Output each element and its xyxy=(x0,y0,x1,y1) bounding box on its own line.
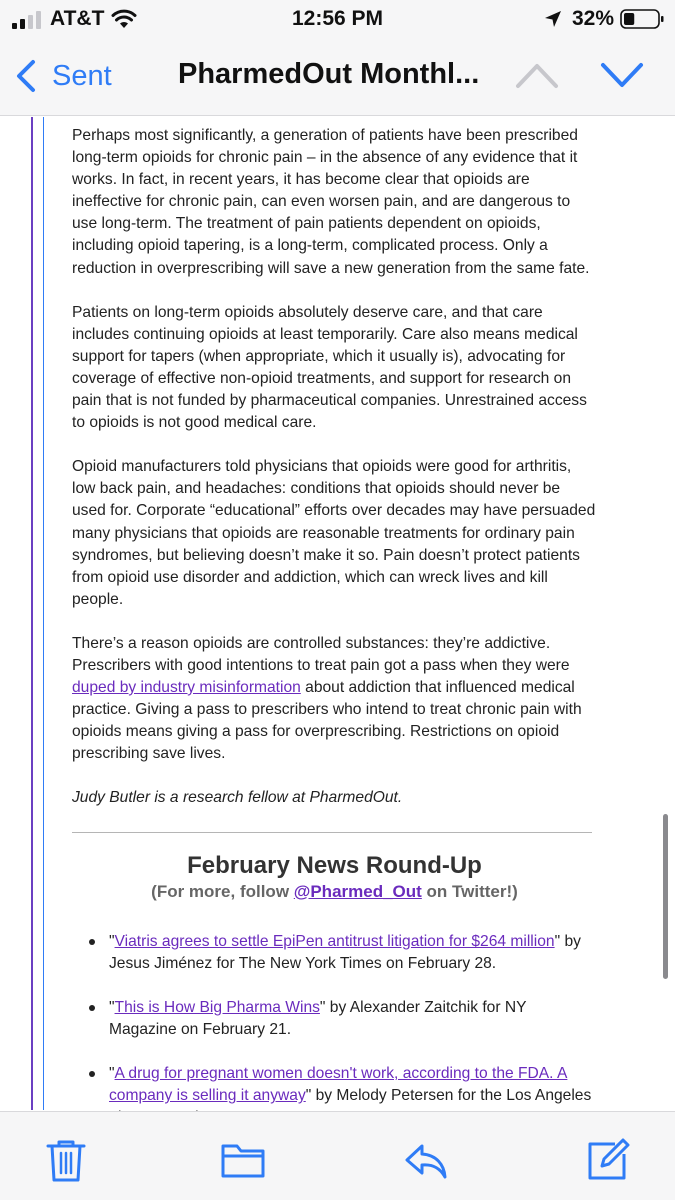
article-paragraph: Opioid manufacturers told physicians that opioids were good for arthritis, low back pain, and headaches: conditions that opioids should never be used for. Corporate “educational” efforts over decades may have persuaded many physicians that opioids are reasonable treatments for ordinary pain syndromes, but believing doesn’t make it so. Pain doesn’t protect patients from opioid use disorder and addiction, which can wreck lives and kill people. xyxy=(72,458,596,608)
carrier-label: AT&T xyxy=(50,7,105,30)
quote-bar-inner xyxy=(43,117,44,1110)
chevron-left-icon xyxy=(14,59,36,93)
newsletter-article xyxy=(72,125,597,1151)
quote-mark: " xyxy=(109,998,115,1016)
news-attribution: " by Melody Petersen for the Los Angeles xyxy=(305,1087,592,1105)
back-label: Sent xyxy=(52,59,112,92)
battery-icon xyxy=(620,9,664,29)
email-body[interactable] xyxy=(0,117,675,1110)
subtitle-text: on Twitter!) xyxy=(421,881,518,901)
reply-icon[interactable] xyxy=(403,1137,449,1183)
news-list xyxy=(72,931,597,1130)
news-link[interactable]: A drug for pregnant women doesn't work, according to the FDA. A company is selling it anyway xyxy=(109,1065,568,1105)
news-item xyxy=(109,997,597,1041)
battery-percent: 32% xyxy=(572,7,615,30)
news-item xyxy=(109,931,597,975)
location-arrow-icon xyxy=(544,10,562,28)
quote-mark: " xyxy=(109,1065,115,1083)
article-paragraph xyxy=(72,633,597,766)
news-link[interactable]: This is How Big Pharma Wins xyxy=(114,998,320,1016)
author-byline: Judy Butler is a research fellow at PharmedOut. xyxy=(72,789,403,807)
article-paragraph: Patients on long-term opioids absolutely deserve care, and that care includes continuing opioids at least temporarily. Care also means medical support for tapers (when appropriate, which it usually is), advocating for coverage of effective non-opioid treatments, and support for research on pain that is not funded by pharmaceutical companies. Unrestrained access to opioids is not good medical care. xyxy=(72,303,587,432)
quote-mark: " xyxy=(109,932,115,950)
news-link[interactable]: Viatris agrees to settle EpiPen antitrust litigation for $264 million xyxy=(114,932,555,950)
message-subject-title: PharmedOut Monthl... xyxy=(178,58,480,90)
clock: 12:56 PM xyxy=(291,7,384,30)
next-message-chevron-down-icon[interactable] xyxy=(600,60,644,90)
previous-message-chevron-up-icon[interactable] xyxy=(515,60,559,90)
folder-icon[interactable] xyxy=(220,1137,266,1183)
news-attribution: " by Alexander Zaitchik for NY Magazine on February 21. xyxy=(109,998,527,1038)
scroll-indicator[interactable] xyxy=(663,814,668,979)
twitter-handle-link[interactable]: @Pharmed_Out xyxy=(293,881,422,901)
paragraph-text: There’s a reason opioids are controlled substances: they’re addictive. Prescribers with good intentions to treat pain got a pass when they were xyxy=(72,634,570,674)
nav-bar xyxy=(0,40,675,116)
subtitle-text: (For more, follow xyxy=(151,881,294,901)
news-roundup-title: February News Round-Up xyxy=(187,851,482,879)
status-bar xyxy=(0,0,675,40)
section-divider xyxy=(72,832,592,833)
article-paragraph: Perhaps most significantly, a generation of patients have been prescribed long-term opioids for chronic pain – in the absence of any evidence that it works. In fact, in recent years, it has become clear that opioids are ineffective for chronic pain, can even worsen pain, and are dangerous to use long-term. The treatment of pain patients dependent on opioids, including opioid tapering, is a long-term, complicated process. Only a reduction in overprescribing will save a new generation from the same fate. xyxy=(72,127,590,277)
news-attribution: " by Jesus Jiménez for The New York Times on February 28. xyxy=(109,932,581,972)
compose-icon[interactable] xyxy=(585,1137,631,1183)
trash-icon[interactable] xyxy=(43,1137,89,1183)
bottom-toolbar xyxy=(0,1111,675,1200)
quote-bar xyxy=(31,117,33,1110)
paragraph-text: about addiction that influenced medical practice. Giving a pass to prescribers who intend to treat chronic pain with opioids means giving a pass for overprescribing. Restrictions on opioid prescribing save lives. xyxy=(72,679,582,763)
back-button[interactable] xyxy=(14,56,112,96)
misinformation-link[interactable]: duped by industry misinformation xyxy=(72,679,301,697)
news-roundup-subtitle xyxy=(72,881,597,903)
